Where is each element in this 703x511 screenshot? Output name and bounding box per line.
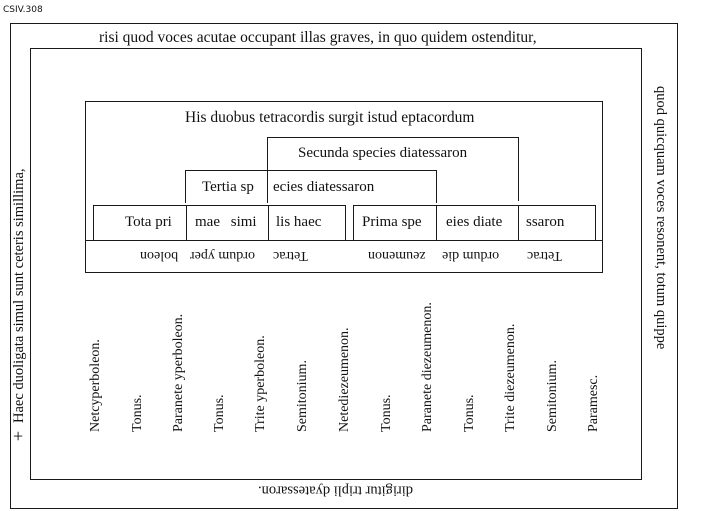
frame-top-text: risi quod voces acutae occupant illas graves, in quo quidem ostenditur, bbox=[99, 29, 537, 46]
diagram-right-rule bbox=[602, 101, 603, 273]
note-label: Tonus. bbox=[462, 394, 477, 432]
frame-bottom-text: dirigitur tripli dyatessaron. bbox=[258, 482, 414, 499]
frame-right-rule bbox=[677, 23, 678, 509]
frame-top-rule bbox=[10, 23, 678, 24]
cell-divider-6 bbox=[436, 205, 437, 240]
note-label: Paranete diezeumenon. bbox=[420, 302, 435, 432]
prima-text-1: Prima spe bbox=[362, 214, 422, 230]
tota-text-2: mae simi bbox=[195, 214, 257, 230]
tota-text-1: Tota pri bbox=[125, 214, 172, 230]
species-3-label-b: ecies diatessaron bbox=[273, 179, 375, 195]
frame-inner-left-rule bbox=[30, 48, 31, 480]
frame-bottom-rule bbox=[10, 508, 678, 509]
diagram-top-rule bbox=[85, 101, 603, 102]
inverted-text-2: ordum yper bbox=[190, 248, 255, 263]
species-3-right-rule bbox=[436, 170, 437, 203]
inverted-text-6: Tetrac bbox=[527, 248, 562, 263]
note-label: Trite diezeumenon. bbox=[503, 323, 518, 432]
cell-divider-3 bbox=[268, 205, 269, 240]
species-3-divider bbox=[267, 170, 268, 203]
species-3-top-rule bbox=[185, 170, 436, 171]
page-reference: CSIV.308 bbox=[3, 5, 43, 15]
frame-left-text: Haec duoligata simul sunt ceteris simillima, bbox=[11, 168, 27, 423]
inverted-text-4: zeumenon bbox=[368, 248, 426, 263]
frame-right-text: quod quicquam voces resonent, totum quippe bbox=[653, 86, 669, 350]
species-3-left-rule bbox=[185, 170, 186, 203]
prima-text-2: eies diate bbox=[446, 214, 503, 230]
main-row-rule bbox=[85, 240, 603, 241]
note-label: Semitonium. bbox=[545, 360, 560, 432]
inverted-text-3: Tetrac bbox=[273, 248, 308, 263]
note-label: Tonus. bbox=[212, 394, 227, 432]
frame-inner-bottom-rule bbox=[30, 479, 642, 480]
species-2-top-rule bbox=[267, 137, 518, 138]
note-label: Tonus. bbox=[379, 394, 394, 432]
species-2-right-rule bbox=[518, 137, 519, 201]
note-label: Semitonium. bbox=[295, 360, 310, 432]
species-2-label: Secunda species diatessaron bbox=[298, 145, 468, 161]
species-3-label-a: Tertia sp bbox=[202, 179, 254, 195]
cell-divider-2 bbox=[186, 205, 187, 240]
cell-divider-1 bbox=[93, 205, 94, 240]
diagram-heading: His duobus tetracordis surgit istud eptacordum bbox=[185, 109, 475, 126]
cell-divider-4 bbox=[345, 205, 346, 240]
inverted-text-5: ordum die bbox=[442, 248, 500, 263]
main-row-top-rule-right bbox=[353, 205, 596, 206]
frame-inner-top-rule bbox=[30, 48, 642, 49]
cross-mark: + bbox=[13, 426, 24, 446]
main-row-top-rule-left bbox=[93, 205, 346, 206]
tota-text-3: lis haec bbox=[276, 214, 322, 230]
note-label: Tonus. bbox=[130, 394, 145, 432]
note-label: Paranete yperboleon. bbox=[171, 313, 186, 432]
cell-divider-7 bbox=[518, 205, 519, 240]
note-label: Paramesc. bbox=[586, 374, 601, 432]
diagram-left-rule bbox=[85, 101, 86, 273]
prima-text-3: ssaron bbox=[526, 214, 565, 230]
cell-divider-8 bbox=[595, 205, 596, 240]
cell-divider-5 bbox=[353, 205, 354, 240]
note-label: Trite yperboleon. bbox=[253, 335, 268, 432]
species-2-left-rule bbox=[267, 137, 268, 170]
note-label: Netediezeumenon. bbox=[337, 327, 352, 432]
note-label: Netcyperboleon. bbox=[88, 339, 103, 432]
diagram-bottom-rule bbox=[85, 272, 603, 273]
frame-inner-right-rule bbox=[641, 48, 642, 480]
inverted-text-1: boleon bbox=[140, 248, 179, 263]
